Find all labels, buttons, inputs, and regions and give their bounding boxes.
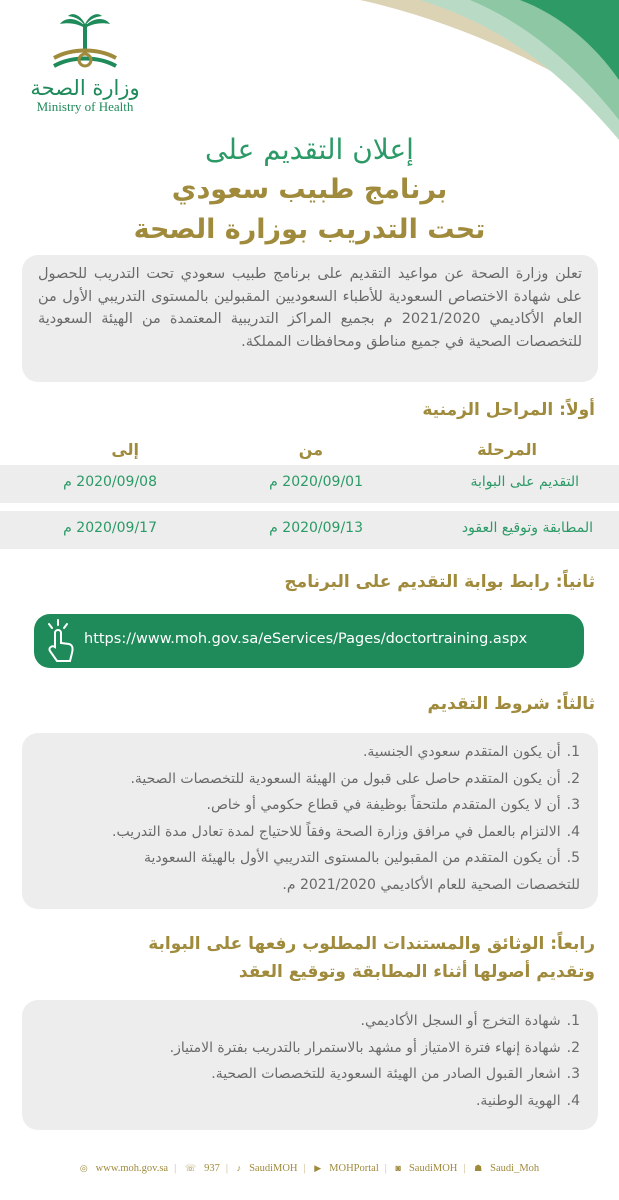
twitter-icon: ♪ (236, 1163, 242, 1173)
list-item-continuation: للتخصصات الصحية للعام الأكاديمي 2021/2020 م. (282, 876, 580, 893)
list-item: 3.أن لا يكون المتقدم ملتحقاً بوظيفة في قطاع حكومي أو خاص. (206, 797, 580, 813)
section-3-title: ثالثاً: شروط التقديم (427, 694, 595, 714)
phone-icon: ☏ (184, 1163, 197, 1173)
documents-list (22, 1000, 598, 1130)
list-item: 4.الالتزام بالعمل في مرافق وزارة الصحة وفقاً للاحتياج لمدة تعادل مدة التدريب. (112, 823, 580, 840)
snapchat-icon: ☗ (474, 1163, 483, 1173)
header-stage: المرحلة (477, 440, 537, 459)
list-item: 2.أن يكون المتقدم حاصل على قبول من الهيئة السعودية للتخصصات الصحية. (130, 770, 580, 787)
moh-logo (20, 14, 150, 124)
timeline-table-header (0, 440, 619, 464)
pointing-hand-icon (40, 617, 80, 665)
section-4-title-line-2: وتقديم أصولها أثناء المطابقة وتوقيع العقد (238, 962, 595, 982)
title-line-2: برنامج طبيب سعودي (171, 174, 448, 205)
footer-contacts: ◎ www.moh.gov.sa | ☏ 937 | ♪ SaudiMOH | ▶ MOHPortal | ◙ SaudiMOH | ☗ Saudi_Moh (0, 1163, 619, 1185)
footer-snapchat[interactable]: ☗ Saudi_Moh (468, 1163, 545, 1174)
section-2-title: ثانياً: رابط بوابة التقديم على البرنامج (284, 572, 595, 592)
timeline-row (0, 511, 619, 549)
row-to: 2020/09/08 م (63, 474, 157, 490)
list-item: 5.أن يكون المتقدم من المقبولين بالمستوى التدريبي الأول بالهيئة السعودية (143, 850, 580, 866)
header-from: من (298, 440, 323, 459)
portal-url-link[interactable]: https://www.moh.gov.sa/eServices/Pages/doctortraining.aspx (84, 631, 528, 647)
section-4-title (15, 930, 595, 986)
section-1-title: أولاً: المراحل الزمنية (422, 400, 595, 420)
title-line-1: إعلان التقديم على (205, 133, 414, 166)
footer-youtube[interactable]: ▶ MOHPortal (308, 1163, 385, 1174)
list-item: 3.اشعار القبول الصادر من الهيئة السعودية للتخصصات الصحية. (211, 1066, 580, 1082)
logo-english-text: Ministry of Health (36, 99, 134, 114)
globe-icon: ◎ (79, 1163, 88, 1173)
portal-link-button[interactable] (34, 614, 584, 668)
list-item: 2.شهادة إنهاء فترة الامتياز أو مشهد بالاستمرار بالتدريب بفترة الامتياز. (169, 1039, 580, 1056)
footer-twitter[interactable]: ♪ SaudiMOH (231, 1163, 304, 1174)
list-item: 1.أن يكون المتقدم سعودي الجنسية. (362, 744, 580, 760)
section-4-title-line-1: رابعاً: الوثائق والمستندات المطلوب رفعها على البوابة (148, 934, 595, 954)
footer-phone[interactable]: ☏ 937 (179, 1163, 226, 1174)
header-to: إلى (111, 440, 139, 459)
row-stage: المطابقة وتوقيع العقود (461, 520, 593, 536)
list-item: 1.شهادة التخرج أو السجل الأكاديمي. (360, 1013, 580, 1029)
footer-instagram[interactable]: ◙ SaudiMOH (390, 1163, 464, 1174)
palm-swords-emblem-icon (42, 14, 128, 76)
timeline-row (0, 465, 619, 503)
youtube-icon: ▶ (314, 1163, 322, 1173)
row-from: 2020/09/01 م (269, 474, 363, 490)
conditions-list (22, 733, 598, 909)
intro-paragraph: تعلن وزارة الصحة عن مواعيد التقديم على برنامج طبيب سعودي تحت التدريب للحصول على شهادة الاختصاص السعودية للأطباء السعوديين المقبولين بالمستوى التدريبي الأول من العام الأكاديمي 2021/2020 م بجميع المراكز التدريبية المعتمدة من الهيئة السعودية للتخصصات الصحية في جميع مناطق ومحافظات المملكة. (22, 255, 598, 382)
row-to: 2020/09/17 م (63, 520, 157, 536)
logo-arabic-text: وزارة الصحة (30, 76, 140, 100)
title-line-3: تحت التدريب بوزارة الصحة (133, 214, 486, 245)
row-from: 2020/09/13 م (269, 520, 363, 536)
list-item: 4.الهوية الوطنية. (475, 1092, 580, 1109)
footer-website[interactable]: ◎ www.moh.gov.sa (74, 1163, 174, 1174)
row-stage: التقديم على البوابة (470, 474, 579, 490)
instagram-icon: ◙ (395, 1163, 401, 1173)
announcement-title (0, 130, 619, 250)
